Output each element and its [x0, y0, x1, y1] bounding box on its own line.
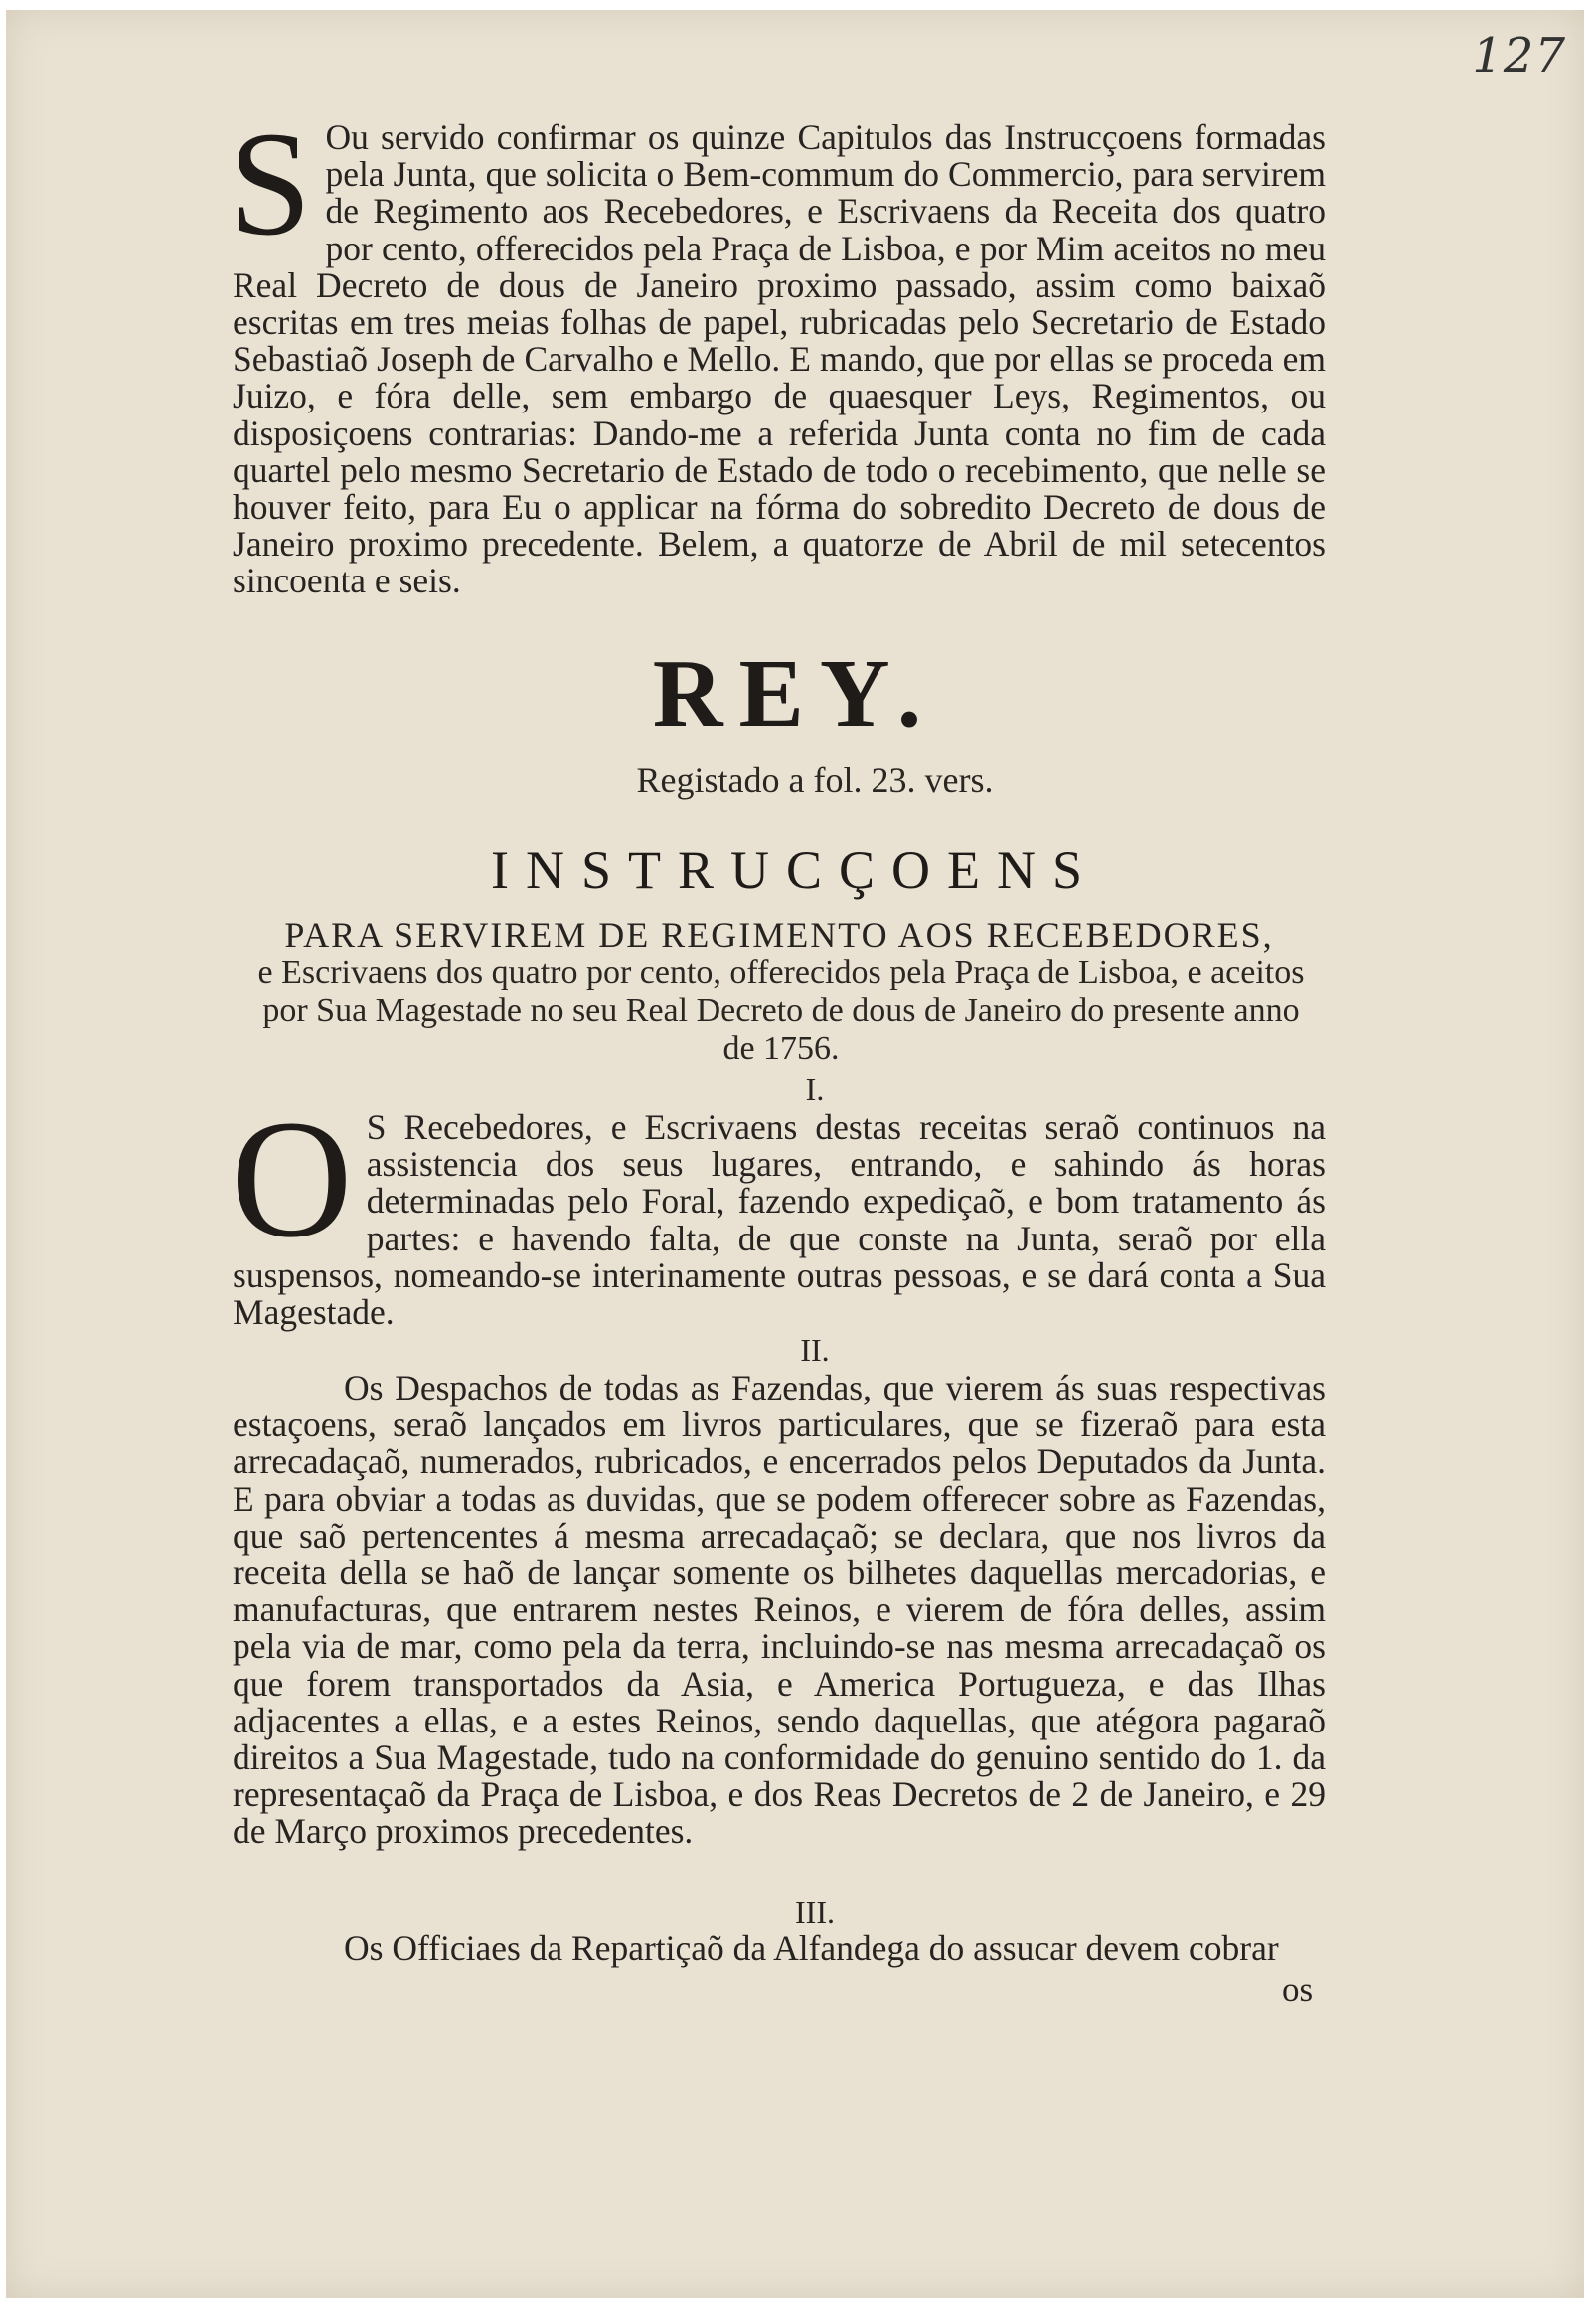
opening-paragraph — [229, 101, 1326, 601]
document-title: INSTRUCÇOENS — [490, 840, 1100, 900]
page-number: 127 — [1472, 28, 1566, 83]
section-1-dropcap: O — [231, 1085, 353, 1272]
subtitle-heading: PARA SERVIREM DE REGIMENTO AOS RECEBEDORES, — [284, 915, 1274, 955]
section-3-numeral: III. — [795, 1895, 835, 1930]
section-2-numeral: II. — [800, 1332, 830, 1368]
catchword: os — [1282, 1970, 1314, 2009]
dropcap-initial: S — [229, 101, 312, 266]
section-3-paragraph: Os Officiaes da Repartiçaõ da Alfandega do assucar devem cobrar — [344, 1928, 1279, 1968]
opening-text: Ou servido confirmar os quinze Capitulos das Instrucçoens formadas pela Junta, que solicita o Bem-commum do Commercio, para servirem de Regimento aos Recebedores, e Escrivaens da Receita dos quatro por cento, offerecidos pela Praça de Lisboa, e por Mim aceitos no meu Real Decreto de dous de Janeiro proximo passado, assim como baixaõ escritas em tres meias folhas de papel, rubricadas pelo Secretario de Estado Sebastiaõ Joseph de Carvalho e Mello. E mando, que por ellas se proceda em Juizo, e fóra delle, sem embargo de quaesquer Leys, Regimentos, ou disposiçoens contrarias: Dando-me a referida Junta conta no fim de cada quartel pelo mesmo Secretario de Estado de todo o recebimento, que nelle se houver feito, para Eu o applicar na fórma do sobredito Decreto de dous de Janeiro proximo precedente. Belem, a quatorze de Abril de mil setecentos sincoenta e seis. — [233, 117, 1326, 601]
registration-note: Registado a fol. 23. vers. — [636, 760, 994, 800]
section-1-paragraph — [231, 1085, 1326, 1333]
section-1-numeral: I. — [805, 1072, 825, 1107]
document-page — [6, 10, 1584, 2298]
section-1-text: S Recebedores, e Escrivaens destas receitas seraõ continuos na assistencia dos seus lugares, entrando, e sahindo ás horas determinadas pelo Foral, fazendo expediçaõ, e bom tratamento ás partes: e havendo falta, de que conste na Junta, seraõ por ella suspensos, nomeando-se interinamente outras pessoas, e se dará conta a Sua Magestade. — [233, 1107, 1326, 1333]
royal-signature: REY. — [652, 640, 938, 747]
subtitle-description: e Escrivaens dos quatro por cento, offerecidos pela Praça de Lisboa, e aceitos por Sua Magestade no seu Real Decreto de dous de Janeiro do presente anno de 1756. — [257, 954, 1305, 1067]
section-2-paragraph: Os Despachos de todas as Fazendas, que vierem ás suas respectivas estaçoens, seraõ lançados em livros particulares, que se fizeraõ para esta arrecadaçaõ, numerados, rubricados, e encerrados pelos Deputados da Junta. E para obviar a todas as duvidas, que se podem offerecer sobre as Fazendas, que saõ pertencentes á mesma arrecadaçaõ; se declara, que nos livros da receita della se haõ de lançar somente os bilhetes daquellas mercadorias, e manufacturas, que entrarem nestes Reinos, e vierem de fóra delles, assim pela via de mar, como pela da terra, incluindo-se nas mesma arrecadaçaõ os que forem transportados da Asia, e America Portugueza, e das Ilhas adjacentes a ellas, e a estes Reinos, sendo daquellas, que atégora pagaraõ direitos a Sua Magestade, tudo na conformidade do genuino sentido do 1. da representaçaõ da Praça de Lisboa, e dos Reas Decretos de 2 de Janeiro, e 29 de Março proximos precedentes. — [233, 1368, 1326, 1852]
